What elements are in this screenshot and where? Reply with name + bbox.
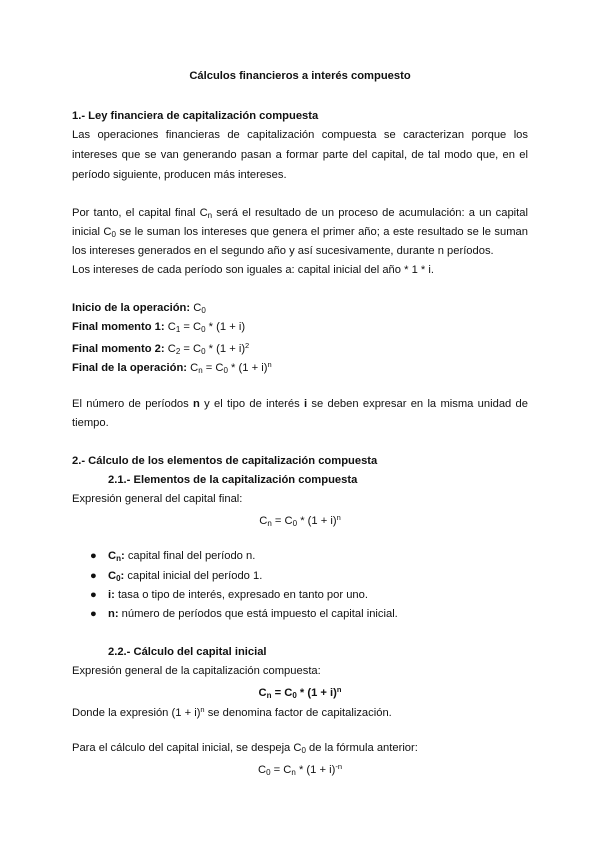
s22-despeja: Para el cálculo del capital inicial, se despeja $C_0$ de la fórmula anterior: <box>72 742 418 755</box>
s1-paragraph-2-line-2: inicial $C_0$ se le suman los intereses que genera el primer año; a este resultado se le suman <box>72 226 528 239</box>
page-title: Cálculos financieros a interés compuesto <box>189 70 411 82</box>
s1-paragraph-2-line-1: Por tanto, el capital final $C_n$ será el resultado de un proceso de acumulación: a un capital <box>72 207 528 220</box>
s1-paragraph-3-line-1: El número de períodos n y el tipo de interés i se deben expresar en la misma unidad de <box>72 398 529 410</box>
bullet-item-c0: $C_0$: capital inicial del período 1. <box>108 570 263 583</box>
section-2-2-heading: 2.2.- Cálculo del capital inicial <box>108 646 267 658</box>
s1-paragraph-1-line-1: Las operaciones financieras de capitalización compuesta se caracterizan porque los <box>72 129 528 141</box>
s1-paragraph-3-line-2: tiempo. <box>72 417 109 429</box>
s1-paragraph-2-line-3: los intereses generados en el segundo año y así sucesivamente, durante n períodos. <box>72 245 494 257</box>
formula-final: Final de la operación: $C_n = C_0 * (1 + i)^n$ <box>72 360 272 375</box>
s22-intro: Expresión general de la capitalización compuesta: <box>72 665 321 677</box>
bullet-dot: ● <box>90 608 97 620</box>
bullet-item-cn: $C_n$: capital final del período n. <box>108 550 256 563</box>
bullet-dot: ● <box>90 550 97 562</box>
s21-intro: Expresión general del capital final: <box>72 493 243 505</box>
formula-momento-2: Final momento 2: $C_2 = C_0 * (1 + i)^2$ <box>72 341 250 356</box>
bullet-dot: ● <box>90 570 97 582</box>
s1-paragraph-1-line-3: período siguiente, producen más intereses. <box>72 169 287 181</box>
section-2-1-heading: 2.1.- Elementos de la capitalización compuesta <box>108 474 358 486</box>
bullet-item-n: n: número de períodos que está impuesto el capital inicial. <box>108 608 398 620</box>
s1-paragraph-2-line-4: Los intereses de cada período son iguales a: capital inicial del año * 1 * i. <box>72 264 434 276</box>
bullet-dot: ● <box>90 589 97 601</box>
section-1-heading: 1.- Ley financiera de capitalización compuesta <box>72 110 319 122</box>
formula-inicio: Inicio de la operación: $C_0$ <box>72 302 206 315</box>
s22-donde: Donde la expresión $(1 + i)^n$ se denomina factor de capitalización. <box>72 705 392 719</box>
s21-formula: $C_n = C_0 * (1 + i)^n$ <box>259 513 341 528</box>
formula-momento-1: Final momento 1: $C_1 = C_0 * (1 + i)$ <box>72 321 246 334</box>
s22-formula-2: $C_0 = C_n * (1 + i)^{-n}$ <box>258 762 342 777</box>
s22-formula: $C_n = C_0 * (1 + i)^n$ <box>258 685 342 700</box>
bullet-item-i: i: tasa o tipo de interés, expresado en tanto por uno. <box>108 589 368 601</box>
s1-paragraph-1-line-2: intereses que se van generando pasan a formar parte del capital, de tal modo que, en el <box>72 149 528 161</box>
section-2-heading: 2.- Cálculo de los elementos de capitalización compuesta <box>72 455 378 467</box>
